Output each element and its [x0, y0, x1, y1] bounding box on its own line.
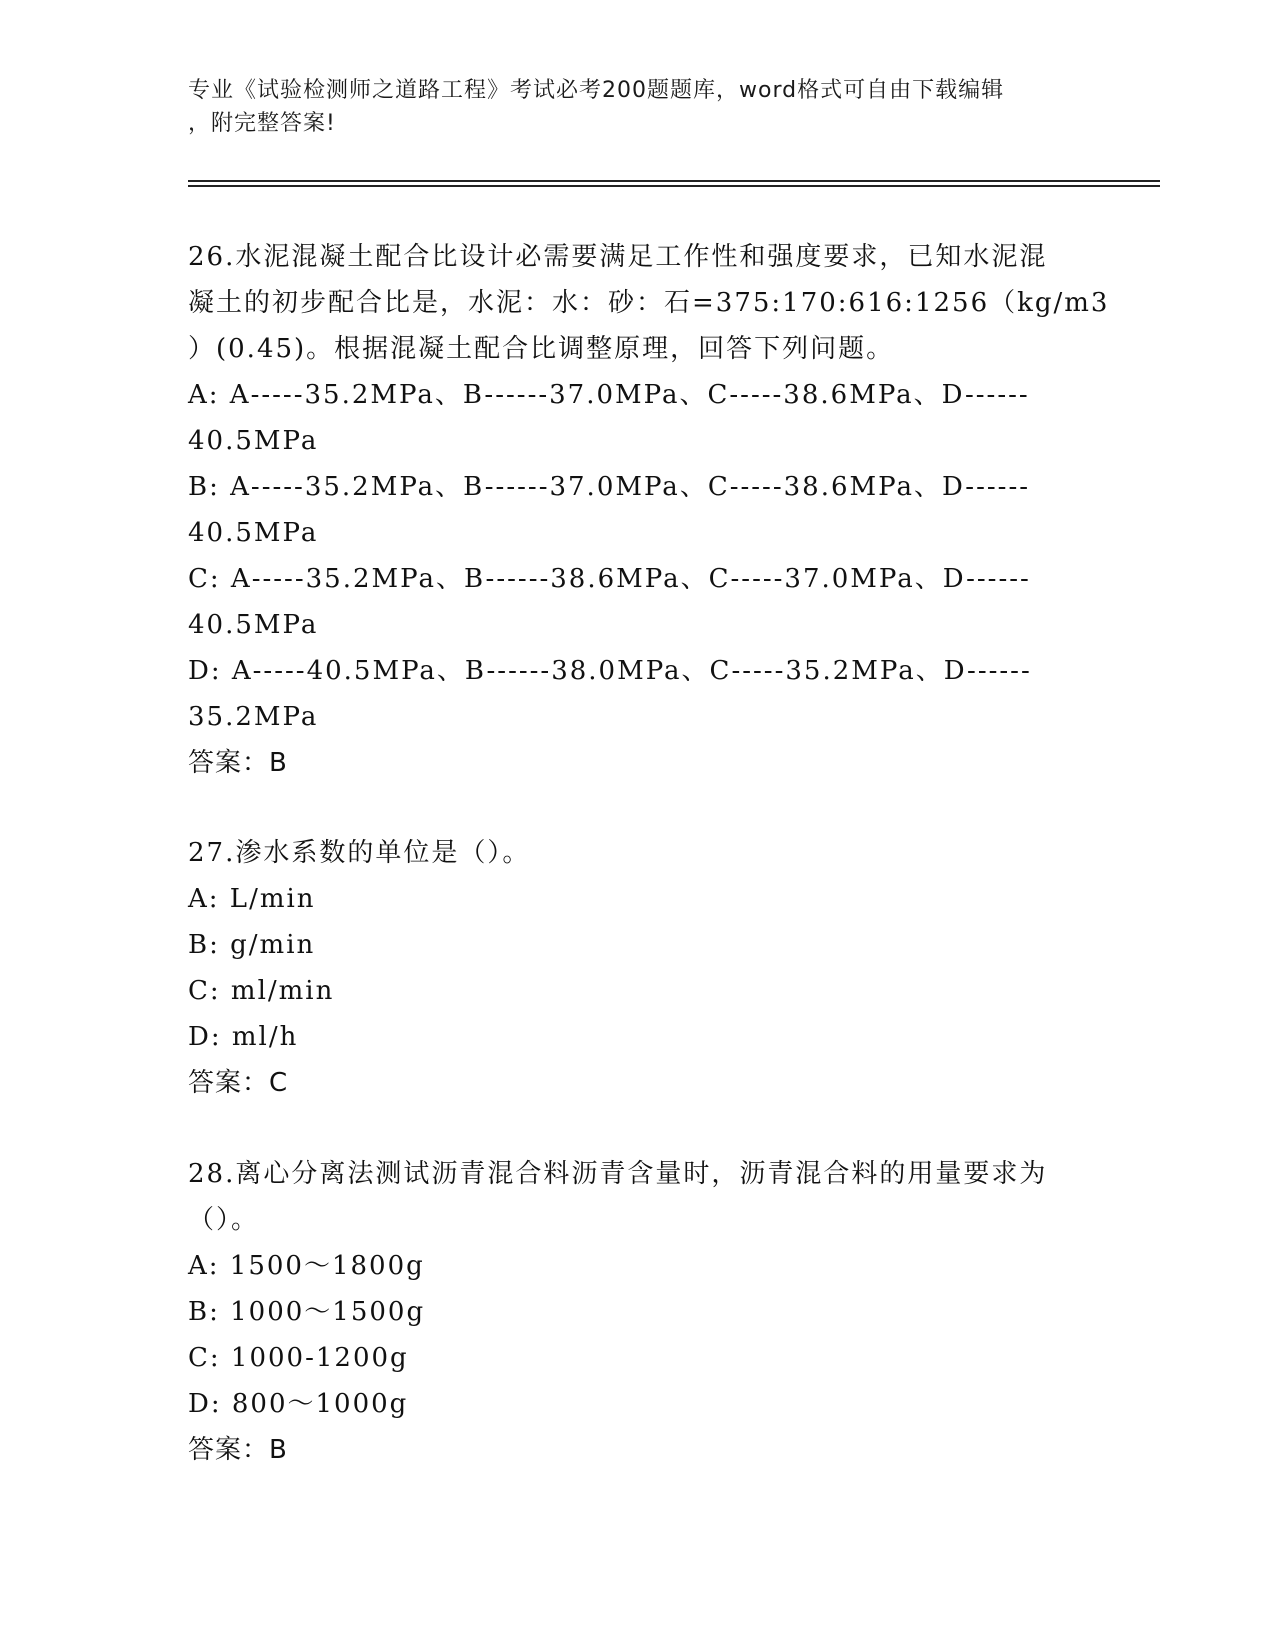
question-text-line: 27.渗水系数的单位是（）。	[188, 838, 531, 868]
option-c	[188, 968, 1088, 1014]
option-line: 40.5MPa	[188, 518, 319, 548]
option-b	[188, 922, 1088, 968]
option-line: D: ml/h	[188, 1022, 299, 1052]
option-b	[188, 464, 1088, 556]
option-b	[188, 1289, 1088, 1335]
header-line: ，附完整答案!	[188, 111, 336, 136]
option-d	[188, 1381, 1088, 1427]
question-text-line: 28.离心分离法测试沥青混合料沥青含量时，沥青混合料的用量要求为	[188, 1159, 1048, 1189]
document-header	[188, 74, 1088, 140]
question-text-line: 26.水泥混凝土配合比设计必需要满足工作性和强度要求，已知水泥混	[188, 242, 1048, 272]
answer-text: 答案：C	[188, 1068, 289, 1098]
option-line: D: A-----40.5MPa、B------38.0MPa、C-----35.2MPa、D------	[188, 656, 1032, 686]
question-27	[188, 830, 1088, 1106]
option-a	[188, 372, 1088, 464]
option-line: A: 1500～1800g	[188, 1251, 425, 1281]
option-line: A: A-----35.2MPa、B------37.0MPa、C-----38.6MPa、D------	[188, 380, 1030, 410]
option-line: D: 800～1000g	[188, 1389, 409, 1419]
option-line: B: 1000～1500g	[188, 1297, 426, 1327]
question-text	[188, 1151, 1088, 1243]
option-line: C: ml/min	[188, 976, 335, 1006]
option-d	[188, 648, 1088, 740]
question-text	[188, 830, 1088, 876]
question-text-line: （）。	[188, 1205, 260, 1235]
question-26	[188, 234, 1110, 786]
header-line: 专业《试验检测师之道路工程》考试必考200题题库，word格式可自由下载编辑	[188, 78, 1005, 103]
answer-text: 答案：B	[188, 748, 288, 778]
option-line: C: 1000-1200g	[188, 1343, 409, 1373]
option-line: 35.2MPa	[188, 702, 319, 732]
option-a	[188, 876, 1088, 922]
option-line: B: g/min	[188, 930, 316, 960]
header-divider	[188, 180, 1160, 182]
header-divider	[188, 185, 1160, 187]
option-d	[188, 1014, 1088, 1060]
question-text	[188, 234, 1110, 372]
option-line: B: A-----35.2MPa、B------37.0MPa、C-----38.6MPa、D------	[188, 472, 1031, 502]
answer-text: 答案：B	[188, 1435, 288, 1465]
option-line: 40.5MPa	[188, 426, 319, 456]
option-c	[188, 556, 1088, 648]
option-line: A: L/min	[188, 884, 316, 914]
option-line: 40.5MPa	[188, 610, 319, 640]
option-c	[188, 1335, 1088, 1381]
question-text-line: 凝土的初步配合比是，水泥：水：砂：石=375:170:616:1256（kg/m3	[188, 288, 1110, 318]
question-text-line: ）(0.45)。根据混凝土配合比调整原理，回答下列问题。	[188, 334, 895, 364]
option-a	[188, 1243, 1088, 1289]
option-line: C: A-----35.2MPa、B------38.6MPa、C-----37.0MPa、D------	[188, 564, 1031, 594]
question-28	[188, 1151, 1088, 1473]
